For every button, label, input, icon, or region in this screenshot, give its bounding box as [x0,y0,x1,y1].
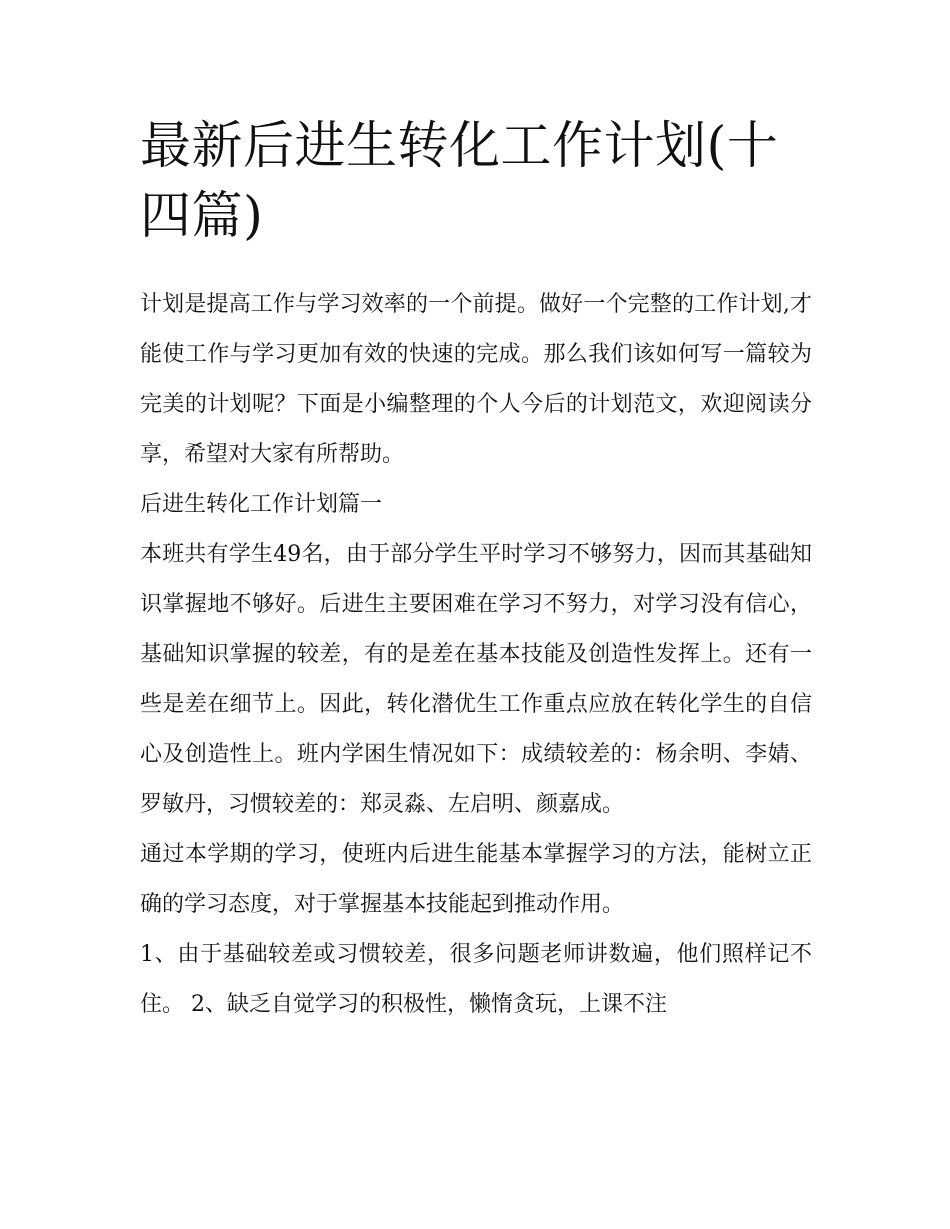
intro-paragraph: 计划是提高工作与学习效率的一个前提。做好一个完整的工作计划,才能使工作与学习更加有效的快速的完成。那么我们该如何写一篇较为完美的计划呢？下面是小编整理的个人今后的计划范文，欢迎阅读分享，希望对大家有所帮助。 [140,292,812,467]
body-paragraph-2: 通过本学期的学习，使班内后进生能基本掌握学习的方法，能树立正确的学习态度，对于掌握基本技能起到推动作用。 [140,842,812,917]
document-title: 最新后进生转化工作计划(十四篇) [140,117,779,246]
body-paragraph-3: 1、由于基础较差或习惯较差，很多问题老师讲数遍，他们照样记不住。 2、缺乏自觉学习的积极性，懒惰贪玩，上课不注 [140,942,812,1017]
section-heading: 后进生转化工作计划篇一 [140,492,383,517]
document-page [140,112,812,1030]
body-paragraph-1: 本班共有学生49名，由于部分学生平时学习不够努力，因而其基础知识掌握地不够好。后进生主要困难在学习不努力，对学习没有信心，基础知识掌握的较差，有的是差在基本技能及创造性发挥上。还有一些是差在细节上。因此，转化潜优生工作重点应放在转化学生的自信心及创造性上。班内学困生情况如下：成绩较差的：杨余明、李婧、罗敏丹，习惯较差的：郑灵淼、左启明、颜嘉成。 [140,542,812,817]
